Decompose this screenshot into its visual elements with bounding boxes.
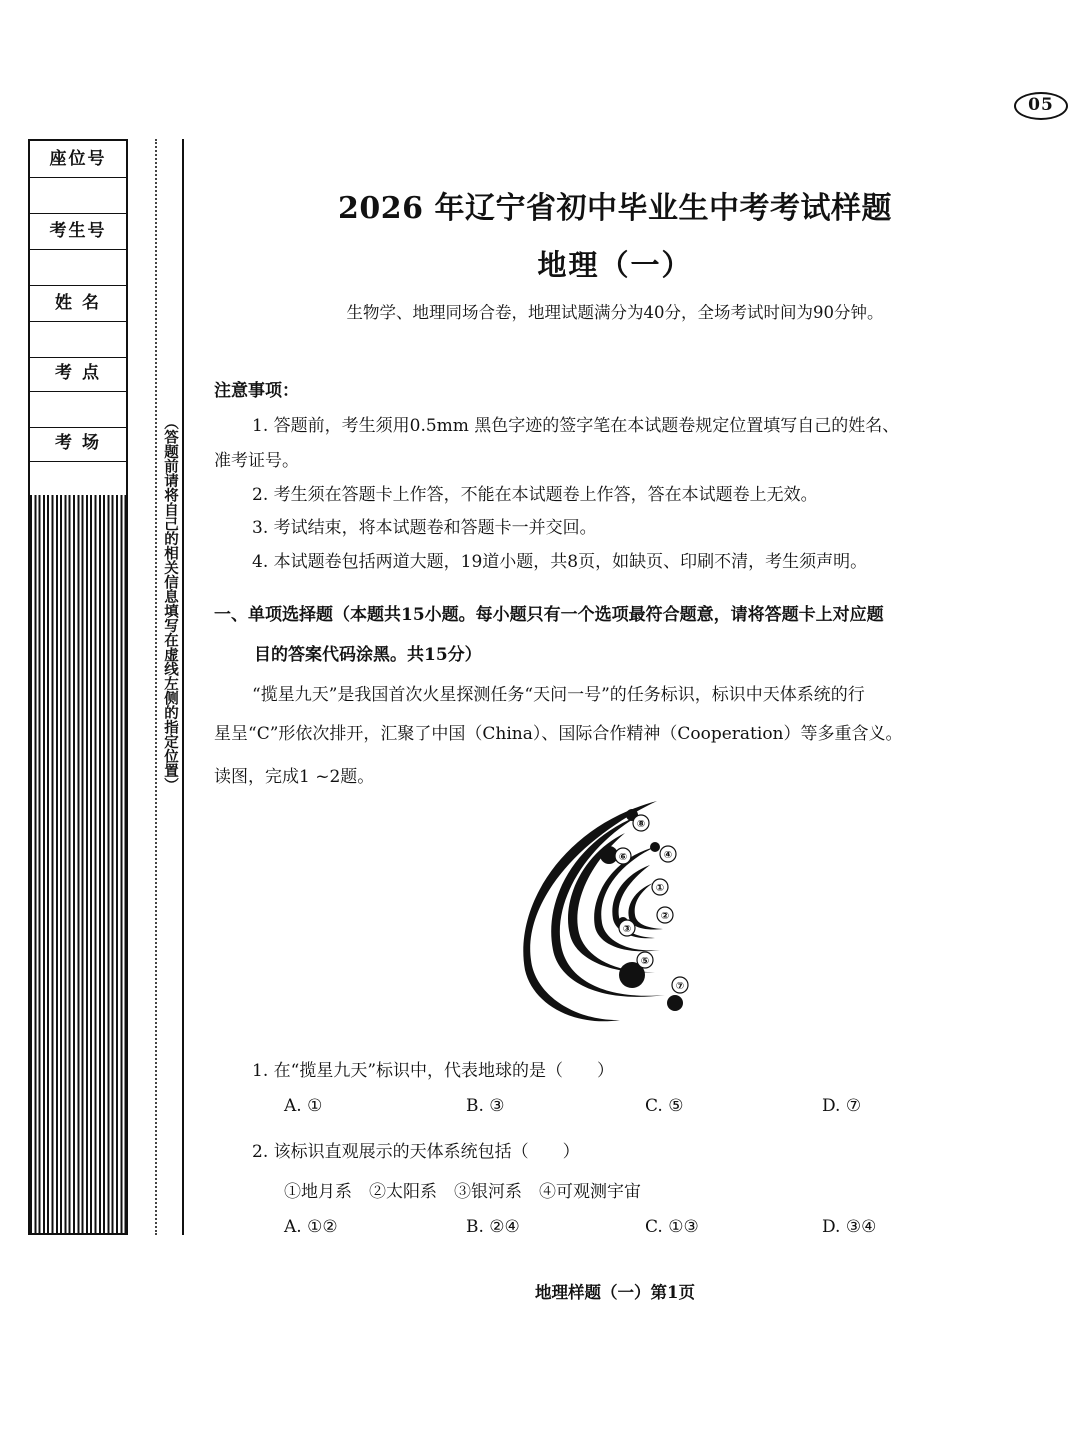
side-instruction: （答题前请将自己的相关信息填写在虚线左侧的指定位置）: [162, 415, 179, 792]
q1-option-a[interactable]: A. ①: [284, 1096, 323, 1116]
notice-item-2: 2. 考生须在答题卡上作答，不能在本试题卷上作答，答在本试题卷上无效。: [252, 485, 818, 505]
q2-option-c[interactable]: C. ①③: [645, 1217, 699, 1237]
notice-heading: 注意事项：: [214, 381, 299, 401]
name-field[interactable]: [30, 321, 126, 358]
notice-item-4: 4. 本试题卷包括两道大题，19道小题，共8页，如缺页、印刷不清，考生须声明。: [252, 552, 868, 572]
margin-line: [182, 139, 184, 1235]
notice-item-1: 1. 答题前，考生须用0.5mm 黑色字迹的签字笔在本试题卷规定位置填写自己的姓名、: [252, 416, 900, 436]
exam-title: 2026 年辽宁省初中毕业生中考考试样题: [338, 191, 892, 226]
exam-site-label: 考 点: [30, 355, 126, 392]
exam-number-label: 考生号: [30, 213, 126, 250]
figure-label-5: ⑤: [640, 956, 650, 967]
figure-label-4: ④: [663, 850, 673, 861]
exam-site-field[interactable]: [30, 391, 126, 428]
exam-subtitle: 地理（一）: [537, 248, 693, 282]
figure-label-8: ⑧: [636, 819, 646, 830]
exam-room-label: 考 场: [30, 425, 126, 462]
q2-option-b[interactable]: B. ②④: [466, 1217, 520, 1237]
q2-option-a[interactable]: A. ①②: [284, 1217, 338, 1237]
notice-item-3: 3. 考试结束，将本试题卷和答题卡一并交回。: [252, 518, 597, 538]
page-number-badge: 05: [1014, 92, 1068, 120]
exam-room-field[interactable]: [30, 461, 126, 496]
exam-intro: 生物学、地理同场合卷，地理试题满分为40分，全场考试时间为90分钟。: [346, 303, 884, 322]
seat-field[interactable]: [30, 177, 126, 214]
figure-label-7: ⑦: [675, 981, 685, 992]
passage-line-2: 星呈“C”形依次排开，汇聚了中国（China）、国际合作精神（Cooperation）等多重含义。: [214, 724, 903, 744]
figure-label-2: ②: [660, 911, 670, 922]
q1-option-b[interactable]: B. ③: [466, 1096, 505, 1116]
figure-label-6: ⑥: [618, 852, 628, 863]
dashed-cut-line: [155, 139, 157, 1235]
seat-label: 座位号: [30, 141, 126, 178]
name-label: 姓 名: [30, 285, 126, 322]
question-2-items: ①地月系 ②太阳系 ③银河系 ④可观测宇宙: [284, 1182, 641, 1202]
barcode-area: [30, 495, 126, 1233]
section-1-heading-cont: 目的答案代码涂黑。共15分）: [254, 645, 482, 665]
passage-line-3: 读图，完成1 ~2题。: [214, 767, 375, 787]
figure-label-3: ③: [622, 924, 632, 935]
question-1-stem: 1. 在“揽星九天”标识中，代表地球的是（ ）: [252, 1061, 615, 1081]
figure-label-1: ①: [655, 883, 665, 894]
candidate-info-box: [28, 139, 128, 1235]
q1-option-d[interactable]: D. ⑦: [822, 1096, 862, 1116]
page-footer: 地理样题（一）第1页: [535, 1283, 695, 1302]
question-2-stem: 2. 该标识直观展示的天体系统包括（ ）: [252, 1142, 580, 1162]
section-1-heading: 一、单项选择题（本题共15小题。每小题只有一个选项最符合题意，请将答题卡上对应题: [214, 605, 884, 625]
passage-line-1: “揽星九天”是我国首次火星探测任务“天问一号”的任务标识，标识中天体系统的行: [252, 685, 865, 705]
tianwen-logo-figure: [505, 795, 720, 1035]
notice-item-1-cont: 准考证号。: [214, 451, 299, 471]
q1-option-c[interactable]: C. ⑤: [645, 1096, 684, 1116]
q2-option-d[interactable]: D. ③④: [822, 1217, 877, 1237]
exam-number-field[interactable]: [30, 249, 126, 286]
